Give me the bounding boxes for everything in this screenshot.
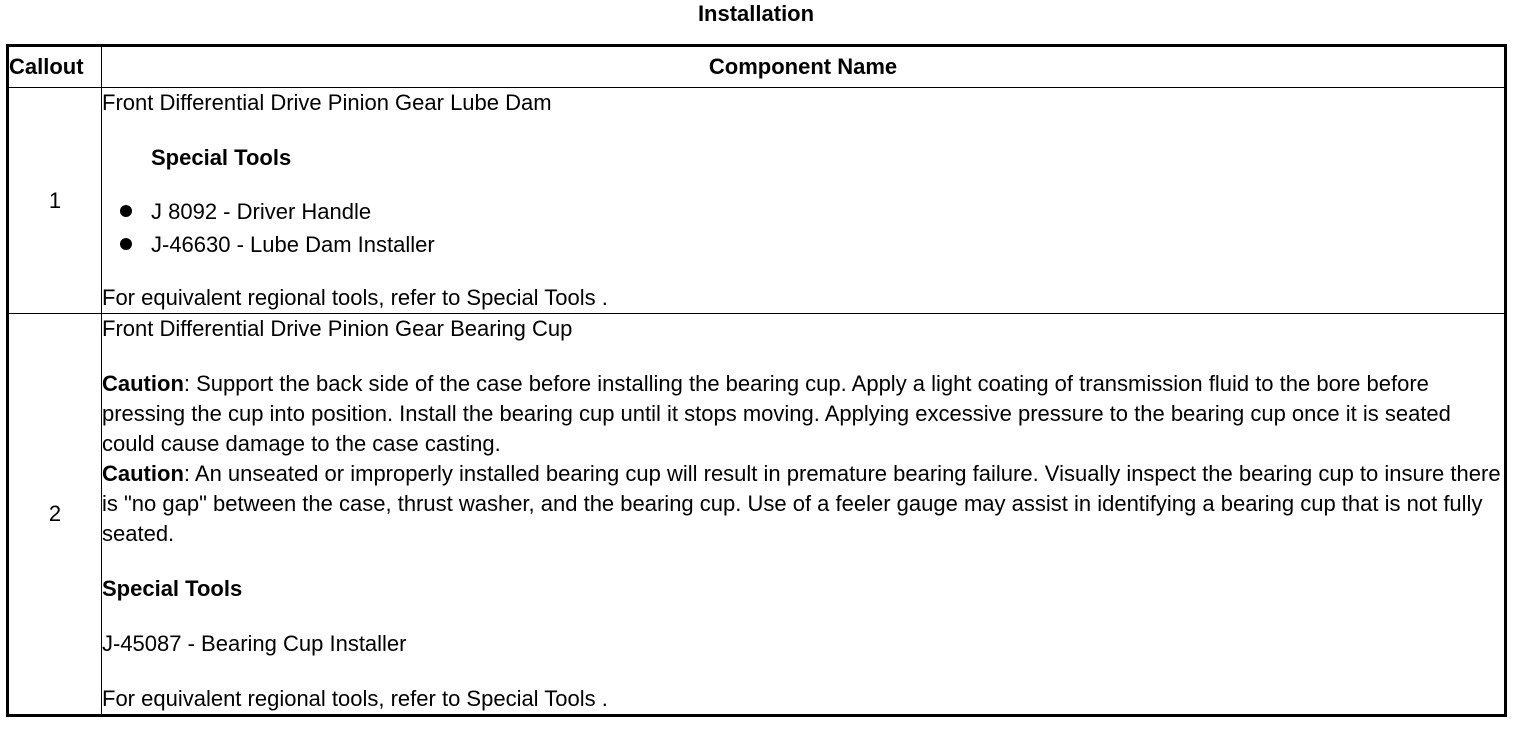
bullet-icon [120,205,132,217]
component-name: Front Differential Drive Pinion Gear Bearing Cup [102,316,573,341]
component-name-column-header: Component Name [102,46,1506,88]
callout-column-header: Callout [8,46,102,88]
component-name: Front Differential Drive Pinion Gear Lube Dam [102,90,552,115]
tool-label: J-45087 - Bearing Cup Installer [102,631,407,656]
tool-label: J 8092 - Driver Handle [151,199,372,224]
caution-paragraph [102,459,1504,549]
callout-cell: 2 [8,314,102,716]
component-cell [102,88,1506,314]
list-item [102,228,1504,261]
table-row [8,314,1506,716]
installation-table [6,44,1507,717]
bullet-icon [120,238,132,250]
caution-label: Caution [102,461,184,486]
caution-paragraph [102,369,1504,459]
list-item [102,195,1504,228]
special-tools-list [102,195,1504,261]
table-row [8,88,1506,314]
caution-text: : Support the back side of the case before installing the bearing cup. Apply a light coating of transmission fluid to the bore before pressing the cup into position. Install the bearing cup until it stops moving. Applying excessive pressure to the bearing cup once it is seated could cause damage to the case casting. [102,371,1451,456]
equivalent-tools-note: For equivalent regional tools, refer to Special Tools . [102,686,608,711]
caution-text: : An unseated or improperly installed bearing cup will result in premature bearing failure. Visually inspect the bearing cup to insure there is "no gap" between the case, thrust washer, and the bearing cup. Use of a feeler gauge may assist in identifying a bearing cup that is not fully seated. [102,461,1501,546]
tool-label: J-46630 - Lube Dam Installer [151,232,435,257]
table-header-row [8,46,1506,88]
equivalent-tools-note: For equivalent regional tools, refer to Special Tools . [102,285,608,310]
callout-cell: 1 [8,88,102,314]
page-title: Installation [697,1,815,26]
special-tools-heading: Special Tools [151,145,292,170]
component-cell [102,314,1506,716]
caution-label: Caution [102,371,184,396]
special-tools-heading: Special Tools [102,576,243,601]
